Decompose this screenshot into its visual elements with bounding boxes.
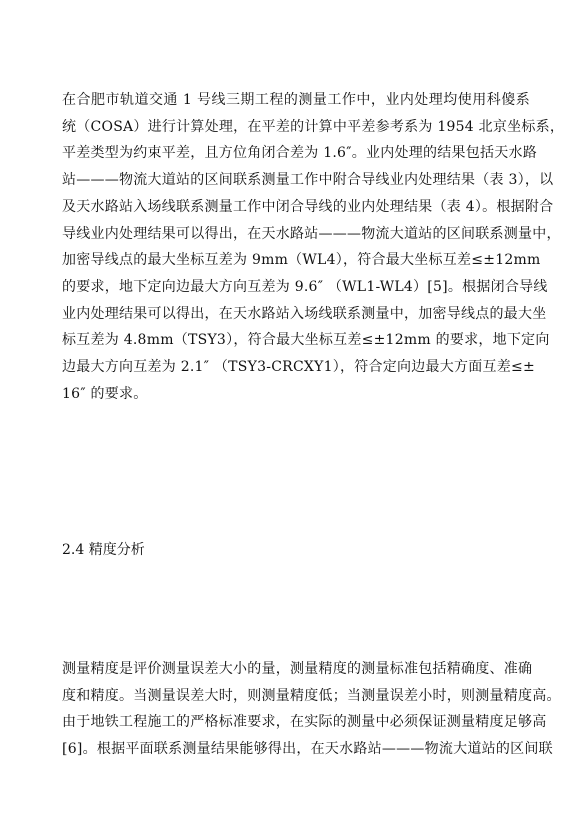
text-line: 标互差为 4.8mm（TSY3），符合最大坐标互差≤±12mm 的要求，地下定向 <box>62 332 550 349</box>
text-line: 16″ 的要求。 <box>62 385 148 402</box>
text-line: 边最大方向互差为 2.1″ （TSY3-CRCXY1），符合定向边最大方面互差≤± <box>62 359 535 376</box>
text-line: 由于地铁工程施工的严格标准要求，在实际的测量中必须保证测量精度足够高 <box>62 714 547 731</box>
section-heading: 2.4 精度分析 <box>62 542 145 558</box>
text-line: 测量精度是评价测量误差大小的量，测量精度的测量标准包括精确度、准确 <box>62 661 533 677</box>
text-line: 度和精度。当测量误差大时，则测量精度低；当测量误差小时，则测量精度高。 <box>62 687 561 704</box>
text-line: 导线业内处理结果可以得出，在天水路站———物流大道站的区间联系测量中， <box>62 225 561 242</box>
text-line: [6]。根据平面联系测量结果能够得出，在天水路站———物流大道站的区间联 <box>62 741 553 758</box>
text-line: 站———物流大道站的区间联系测量工作中附合导线业内处理结果（表 3），以 <box>62 172 554 189</box>
paragraph-precision-analysis <box>62 656 561 763</box>
text-line: 的要求，地下定向边最大方向互差为 9.6″ （WL1-WL4）[5]。根据闭合导线 <box>62 278 548 295</box>
text-line: 统（COSA）进行计算处理，在平差的计算中平差参考系为 1954 北京坐标系， <box>62 118 565 135</box>
paragraph-survey-processing <box>62 87 565 407</box>
text-line: 平差类型为约束平差，且方位角闭合差为 1.6″。业内处理的结果包括天水路 <box>62 145 537 162</box>
text-line: 加密导线点的最大坐标互差为 9mm（WL4），符合最大坐标互差≤±12mm <box>62 252 541 269</box>
text-line: 及天水路站入场线联系测量工作中闭合导线的业内处理结果（表 4）。根据附合 <box>62 198 554 215</box>
text-line: 业内处理结果可以得出，在天水路站入场线联系测量中，加密导线点的最大坐 <box>62 305 547 322</box>
text-line: 在合肥市轨道交通 1 号线三期工程的测量工作中，业内处理均使用科傻系 <box>62 92 530 108</box>
